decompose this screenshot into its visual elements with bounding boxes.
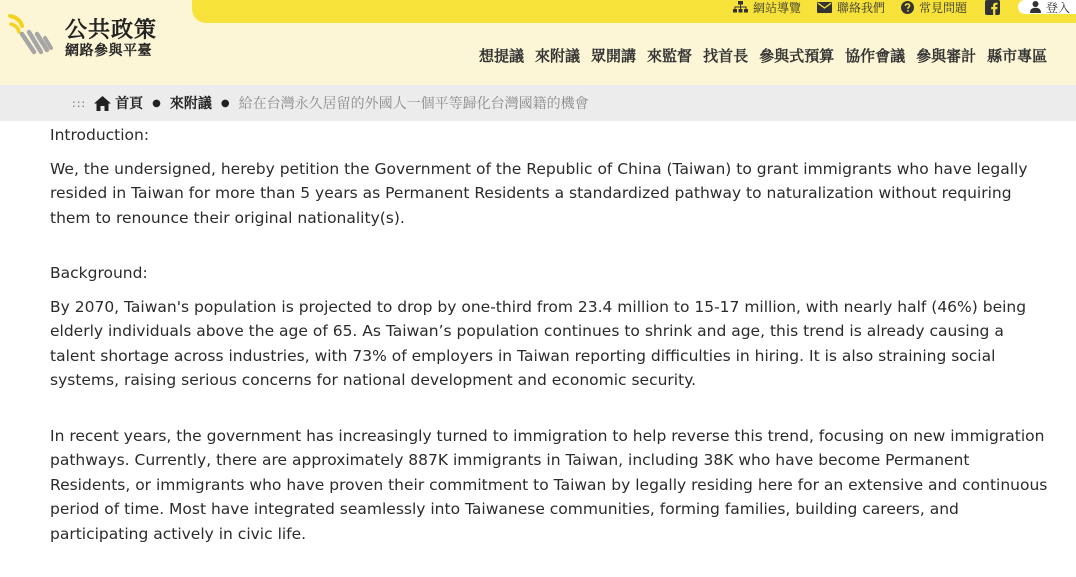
nav-item-participatory-budget[interactable]: 參與式預算	[759, 47, 835, 65]
nav-item-endorse[interactable]: 來附議	[535, 47, 581, 65]
breadcrumb	[72, 85, 589, 121]
nav-item-monitor[interactable]: 來監督	[647, 47, 693, 65]
breadcrumb-home[interactable]: 首頁	[115, 96, 144, 112]
background-paragraph-2: In recent years, the government has increasingly turned to immigration to help reverse this trend, focusing on new immigration pathways. Currently, there are approximately 887K immigrants in Taiwan, including 38K who have become Permanent Residents, or immigrants who have proven their commitment to Taiwan by legally residing here for an extensive and continuous period of time. Most have integrated seamlessly into Taiwanese communities, forming families, building careers, and participating actively in civic life.	[50, 426, 1048, 543]
breadcrumb-bar	[0, 85, 1076, 121]
nav-item-collab-meeting[interactable]: 協作會議	[845, 47, 906, 65]
user-icon	[1030, 1, 1041, 13]
breadcrumb-current: 給在台灣永久居留的外國人一個平等歸化台灣國籍的機會	[238, 96, 589, 112]
sitemap-icon	[733, 1, 748, 13]
facebook-icon	[985, 0, 1000, 15]
faq-label: 常見問題	[918, 0, 967, 15]
breadcrumb-separator: ●	[220, 97, 230, 109]
login-button[interactable]	[1018, 0, 1076, 14]
facebook-link[interactable]	[985, 0, 1000, 15]
logo-mark-icon	[8, 12, 56, 60]
utility-bar	[192, 0, 1076, 23]
intro-heading: Introduction:	[50, 126, 150, 144]
background-heading: Background:	[50, 264, 148, 282]
logo-title: 公共政策	[65, 18, 158, 43]
petition-content	[50, 123, 1050, 577]
faq-link[interactable]	[901, 0, 967, 16]
sitemap-link[interactable]	[733, 0, 801, 16]
breadcrumb-separator: ●	[152, 97, 161, 109]
nav-item-propose[interactable]: 想提議	[479, 47, 525, 65]
site-logo[interactable]	[8, 12, 178, 62]
mail-icon	[817, 2, 832, 13]
contact-link[interactable]	[817, 0, 885, 16]
login-label: 登入	[1045, 0, 1070, 15]
nav-item-discuss[interactable]: 眾開講	[591, 47, 637, 65]
background-paragraph-1: By 2070, Taiwan's population is projected to drop by one-third from 23.4 million to 15-17 million, with nearly half (46%) being elderly individuals above the age of 65. As Taiwan’s population continues to shrink and age, this trend is already causing a talent shortage across industries, with 73% of employers in Taiwan reporting difficulties in hiring. It is also straining social systems, raising serious concerns for national development and economic security.	[50, 297, 1027, 389]
logo-subtitle: 網路參與平臺	[65, 43, 152, 59]
home-icon[interactable]	[94, 96, 111, 111]
contact-label: 聯絡我們	[836, 0, 885, 15]
main-nav	[479, 45, 1058, 66]
sitemap-label: 網站導覽	[752, 0, 801, 15]
nav-item-find-official[interactable]: 找首長	[703, 47, 749, 65]
question-circle-icon	[901, 1, 914, 14]
nav-item-audit[interactable]: 參與審計	[916, 47, 977, 65]
intro-paragraph: We, the undersigned, hereby petition the Government of the Republic of China (Taiwan) to grant immigrants who have legally resided in Taiwan for more than 5 years as Permanent Residents a standardized pathway to naturalization without requiring them to renounce their original nationality(s).	[50, 159, 1028, 227]
accesskey-anchor[interactable]: :::	[72, 96, 87, 110]
breadcrumb-section[interactable]: 來附議	[169, 96, 212, 112]
nav-item-local-gov[interactable]: 縣市專區	[987, 47, 1048, 65]
utility-links	[717, 0, 1076, 14]
site-header	[0, 0, 1076, 85]
